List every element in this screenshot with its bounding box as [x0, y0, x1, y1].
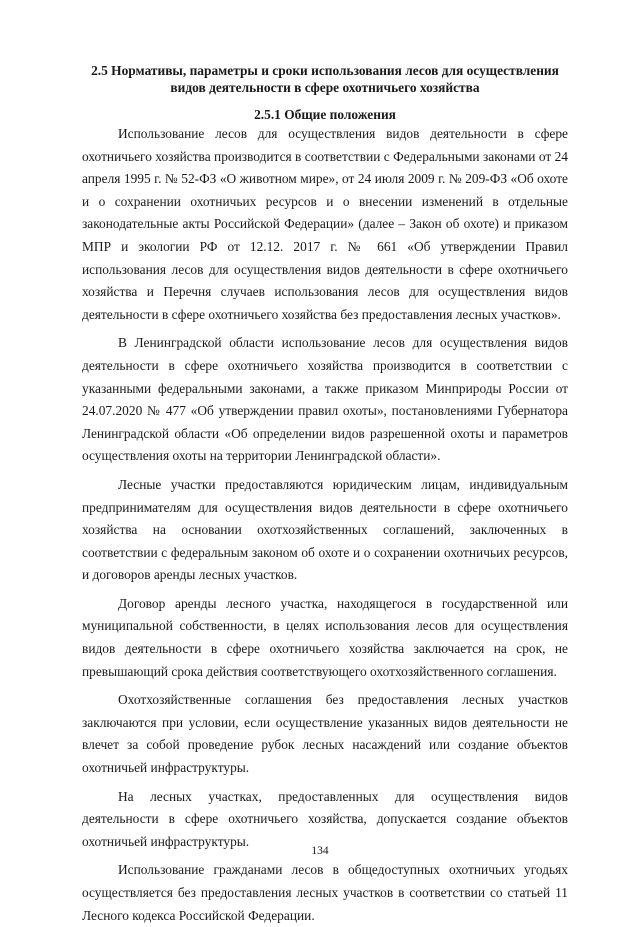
- paragraph: Использование гражданами лесов в общедоступных охотничьих угодьях осуществляется без предоставления лесных участков в соответствии со статьей 11 Лесного кодекса Российской Федерации.: [82, 862, 568, 923]
- paragraph: Лесные участки предоставляются юридическим лицам, индивидуальным предпринимателям для осуществления видов деятельности в сфере охотничьего хозяйства на основании охотхозяйственных соглашений, заключенных в соответствии с федеральным законом об охоте и о сохранении охотничьих ресурсов, и договоров аренды лесных участков.: [82, 476, 568, 583]
- paragraph: Договор аренды лесного участка, находящегося в государственной или муниципальной собственности, в целях использования лесов для осуществления видов деятельности в сфере охотничьего хозяйства заключается на срок, не превышающий срока действия соответствующего охотхозяйственного соглашения.: [82, 595, 568, 679]
- page-number: 134: [311, 845, 329, 857]
- body-text: [82, 123, 568, 927]
- section-title: 2.5 Нормативы, параметры и сроки использования лесов для осуществления видов деятельности в сфере охотничьего хозяйства: [91, 63, 559, 95]
- document-page: [82, 62, 568, 927]
- paragraph: На лесных участках, предоставленных для осуществления видов деятельности в сфере охотничьего хозяйства, допускается создание объектов охотничьей инфраструктуры.: [82, 788, 568, 849]
- paragraph: Использование лесов для осуществления видов деятельности в сфере охотничьего хозяйства производится в соответствии с Федеральными законами от 24 апреля 1995 г. № 52-ФЗ «О животном мире», от 24 июля 2009 г. № 209-ФЗ «Об охоте и о сохранении охотничьих ресурсов и о внесении изменений в отдельные законодательные акты Российской Федерации» (далее – Закон об охоте) и приказом МПР и экологии РФ от 12.12. 2017 г. № 661 «Об утверждении Правил использования лесов для осуществления видов деятельности в сфере охотничьего хозяйства и Перечня случаев использования лесов для осуществления видов деятельности в сфере охотничьего хозяйства без предоставления лесных участков».: [82, 126, 568, 322]
- subsection-title: 2.5.1 Общие положения: [254, 107, 396, 122]
- paragraph: Охотхозяйственные соглашения без предоставления лесных участков заключаются при условии, если осуществление указанных видов деятельности не влечет за собой проведение рубок лесных насаждений или создание объектов охотничьей инфраструктуры.: [82, 692, 568, 776]
- paragraph: В Ленинградской области использование лесов для осуществления видов деятельности в сфере охотничьего хозяйства производится в соответствии с указанными федеральными законами, а также приказом Минприроды России от 24.07.2020 № 477 «Об утверждении правил охоты», постановлениями Губернатора Ленинградской области «Об определении видов разрешенной охоты и параметров осуществления охоты на территории Ленинградской области».: [82, 335, 568, 464]
